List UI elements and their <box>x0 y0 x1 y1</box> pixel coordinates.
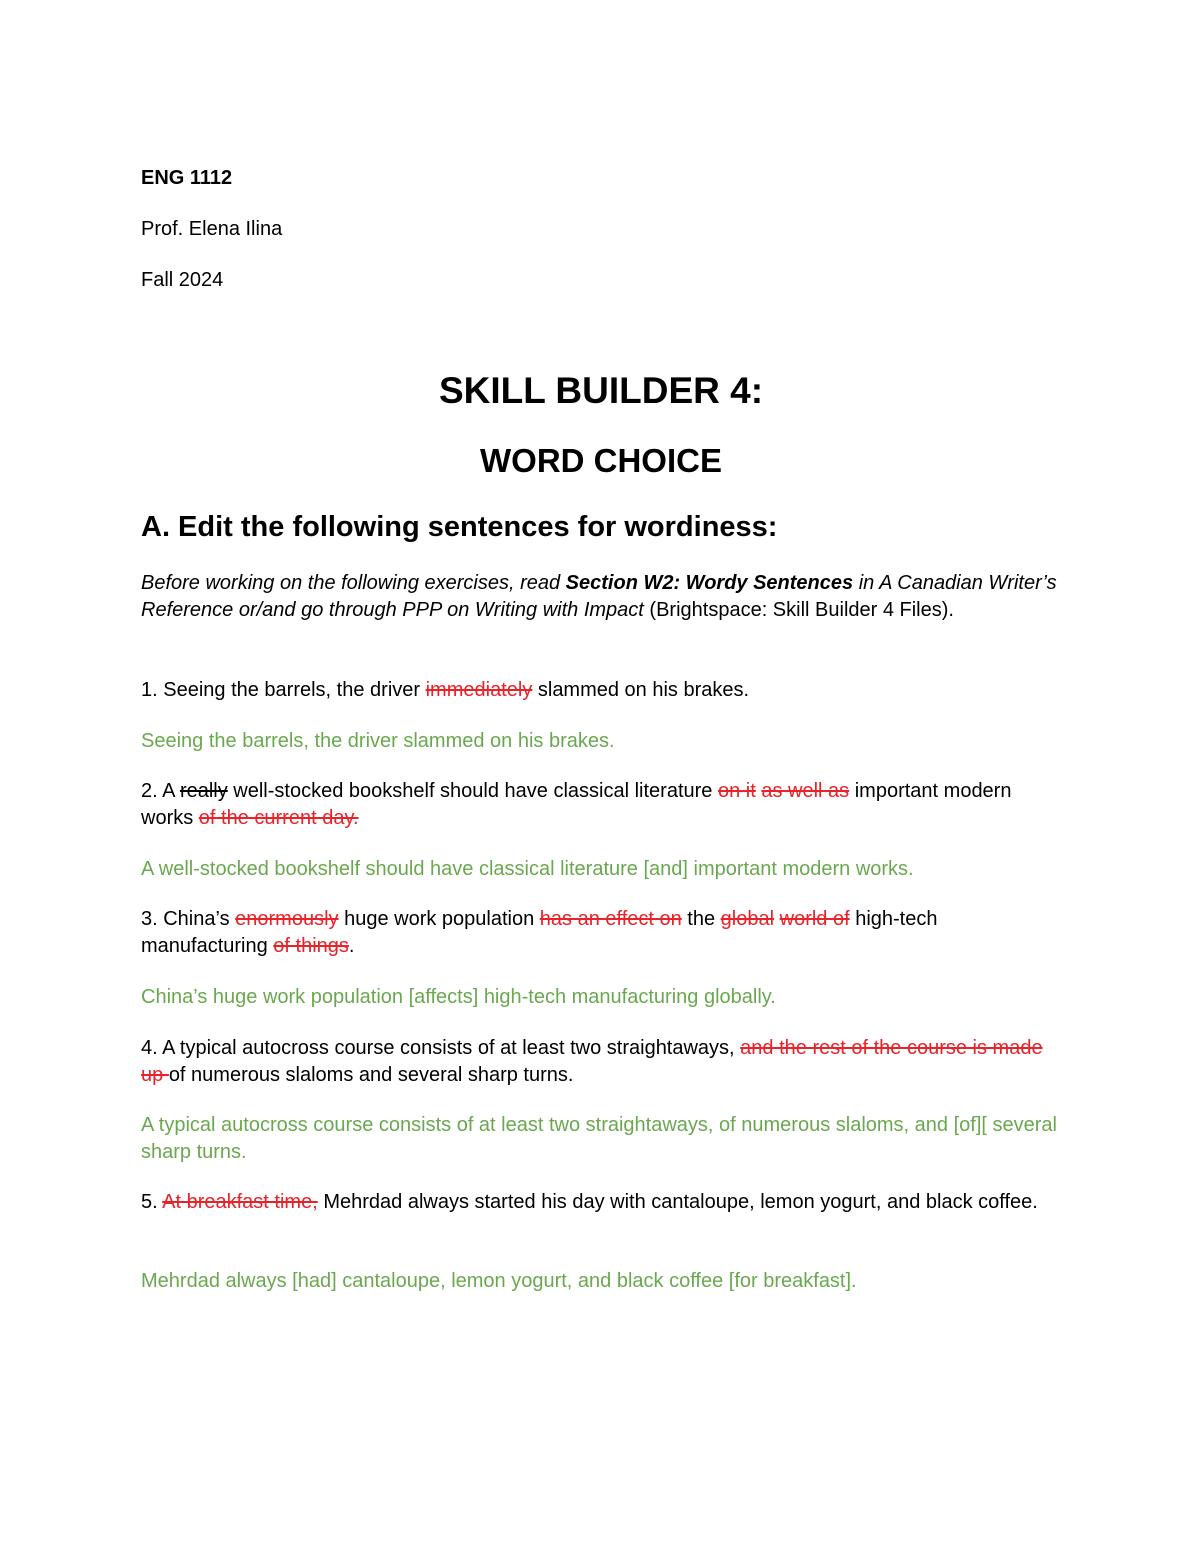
exercise-1 <box>141 677 1061 704</box>
exercise-5-answer: Mehrdad always [had] cantaloupe, lemon yogurt, and black coffee [for breakfast]. <box>141 1270 857 1292</box>
sentence-text: important modern works <box>141 780 1012 829</box>
sentence-text: huge work population <box>338 908 540 930</box>
deleted-text: really <box>179 780 228 802</box>
exercise-3-answer: China’s huge work population [affects] high-tech manufacturing globally. <box>141 986 776 1008</box>
deleted-text: global <box>720 908 775 930</box>
sentence-text: 3. China’s <box>141 908 236 930</box>
exercise-2 <box>141 778 1061 832</box>
deleted-text: immediately <box>425 679 533 701</box>
sentence-text: Mehrdad always started his day with cantaloupe, lemon yogurt, and black coffee. <box>317 1191 1038 1213</box>
page-subtitle: WORD CHOICE <box>480 442 722 479</box>
sentence-text: 2. A <box>141 780 180 802</box>
sentence-text: 4. A typical autocross course consists of at least two straightaways, <box>141 1037 741 1059</box>
section-heading: A. Edit the following sentences for wordiness: <box>141 511 778 543</box>
sentence-text: 5. <box>141 1191 163 1213</box>
page-title: SKILL BUILDER 4: <box>438 370 764 411</box>
sentence-text: of numerous slaloms and several sharp turns. <box>168 1064 574 1086</box>
instructions-part1: Before working on the following exercises, read <box>141 572 566 594</box>
exercise-4-answer: A typical autocross course consists of at least two straightaways, of numerous slaloms, and [of][ several sharp turns. <box>141 1114 1057 1163</box>
sentence-text: the <box>681 908 721 930</box>
exercise-3 <box>141 906 1061 960</box>
professor-name: Prof. Elena Ilina <box>141 218 283 240</box>
deleted-text: world of <box>779 908 850 930</box>
sentence-text: 1. Seeing the barrels, the driver <box>141 679 426 701</box>
instructions <box>141 570 1061 624</box>
exercise-1-answer: Seeing the barrels, the driver slammed on his brakes. <box>141 730 615 752</box>
course-code: ENG 1112 <box>141 167 233 189</box>
deleted-text: enormously <box>235 908 339 930</box>
term: Fall 2024 <box>141 269 224 291</box>
instructions-section-ref: Section W2: Wordy Sentences <box>565 572 854 594</box>
instructions-part3: (Brightspace: Skill Builder 4 Files). <box>643 599 954 621</box>
deleted-text: has an effect on <box>539 908 682 930</box>
sentence-text: well-stocked bookshelf should have classical literature <box>227 780 718 802</box>
deleted-text: of things <box>273 935 349 957</box>
exercise-2-answer: A well-stocked bookshelf should have classical literature [and] important modern works. <box>141 858 914 880</box>
exercise-4 <box>141 1035 1061 1089</box>
exercise-5 <box>141 1189 1061 1216</box>
deleted-text: of the current day. <box>198 807 359 829</box>
deleted-text: At breakfast time, <box>162 1191 318 1213</box>
sentence-text: . <box>348 935 355 957</box>
deleted-text: and the rest of the course is made up <box>141 1037 1043 1086</box>
deleted-text: on it <box>717 780 756 802</box>
deleted-text: as well as <box>761 780 850 802</box>
sentence-text: slammed on his brakes. <box>532 679 750 701</box>
sentence-text: high-tech manufacturing <box>141 908 938 957</box>
instructions-part2: in A Canadian Writer’s Reference or/and go through PPP on Writing with Impact <box>141 572 1057 621</box>
